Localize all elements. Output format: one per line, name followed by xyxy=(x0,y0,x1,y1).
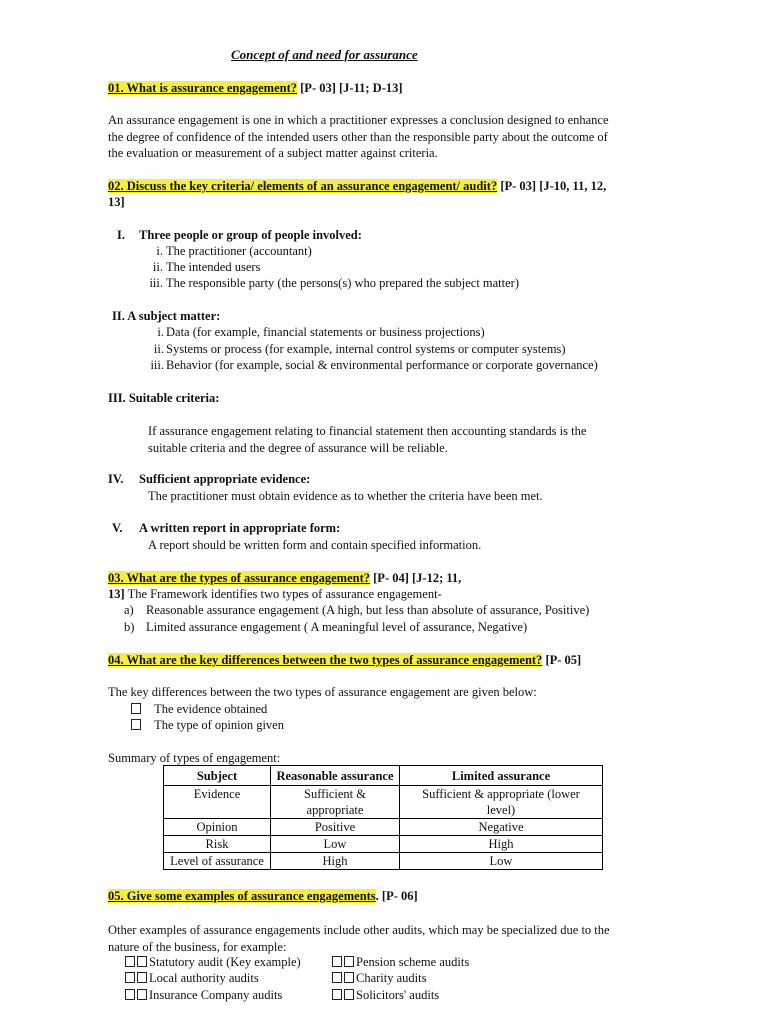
table-cell: Risk xyxy=(164,836,271,853)
table-cell: Positive xyxy=(271,819,400,836)
answer-line: the evaluation or measurement of a subject matter against criteria. xyxy=(108,146,438,160)
body-line: suitable criteria and the degree of assurance will be reliable. xyxy=(148,440,448,455)
list-item: The practitioner (accountant) xyxy=(166,244,312,258)
list-item: Systems or process (for example, internal control systems or computer systems) xyxy=(166,342,566,356)
table-cell: Low xyxy=(271,836,400,853)
question-03-line: The Framework identifies two types of assurance engagement- xyxy=(124,587,442,601)
section-4-heading: Sufficient appropriate evidence: xyxy=(139,472,311,486)
bullet-item xyxy=(131,718,284,733)
section-5-number: V. xyxy=(112,521,123,535)
section-1-heading: Three people or group of people involved: xyxy=(139,228,362,242)
section-3-body xyxy=(148,423,586,456)
checkbox-bullet-icon xyxy=(137,956,147,967)
question-01-answer xyxy=(108,112,609,162)
checkbox-bullet-icon xyxy=(344,972,354,983)
summary-label: Summary of types of engagement: xyxy=(108,751,281,765)
table-cell: Opinion xyxy=(164,819,271,836)
bullet-text: The evidence obtained xyxy=(154,702,268,716)
table-cell xyxy=(271,786,400,819)
checkbox-bullet-icon xyxy=(131,719,141,730)
table-cell: Low xyxy=(400,853,603,870)
cell-line: Sufficient & xyxy=(304,787,366,801)
example-item xyxy=(332,988,439,1003)
question-04-highlight: 04. What are the key differences between the two types of assurance engagement? xyxy=(108,653,543,667)
list-num: i. xyxy=(156,244,163,258)
question-02-highlight: 02. Discuss the key criteria/ elements of an assurance engagement/ audit? xyxy=(108,179,498,193)
example-item xyxy=(125,988,282,1003)
section-4-body: The practitioner must obtain evidence as to whether the criteria have been met. xyxy=(148,489,543,503)
table-row xyxy=(164,819,603,836)
answer-line: the degree of confidence of the intended users other than the responsible party about the outcome of xyxy=(108,129,608,144)
cell-line: appropriate xyxy=(306,803,364,817)
question-05-highlight: 05. Give some examples of assurance engagements xyxy=(108,889,376,903)
question-05-heading xyxy=(108,889,418,904)
list-item: Reasonable assurance engagement (A high, but less than absolute of assurance, Positive) xyxy=(146,603,590,617)
checkbox-bullet-icon xyxy=(332,972,342,983)
table-row xyxy=(164,786,603,819)
question-04-ref: [P- 05] xyxy=(542,653,582,667)
section-1-number: I. xyxy=(117,228,125,242)
checkbox-bullet-icon xyxy=(125,972,135,983)
example-text: Insurance Company audits xyxy=(149,988,283,1002)
intro-line: Other examples of assurance engagements include other audits, which may be specialized due to the xyxy=(108,923,610,937)
question-01-highlight: 01. What is assurance engagement? xyxy=(108,81,298,95)
table-row xyxy=(164,853,603,870)
page-title: Concept of and need for assurance xyxy=(231,47,418,62)
checkbox-bullet-icon xyxy=(125,989,135,1000)
cell-line: level) xyxy=(486,803,516,817)
section-5-body: A report should be written form and contain specified information. xyxy=(148,538,482,552)
table-row xyxy=(164,836,603,853)
list-item: The intended users xyxy=(166,260,261,274)
list-num: iii. xyxy=(150,358,164,372)
question-03-intro xyxy=(108,587,442,602)
body-line: If assurance engagement relating to financial statement then accounting standards is the xyxy=(148,424,587,438)
summary-table xyxy=(163,765,603,870)
bullet-item xyxy=(131,702,267,717)
table-cell xyxy=(400,786,603,819)
checkbox-bullet-icon xyxy=(137,972,147,983)
list-num: ii. xyxy=(153,342,164,356)
question-02-ref: [P- 03] [J-10, 11, 12, xyxy=(497,179,607,193)
checkbox-bullet-icon xyxy=(344,989,354,1000)
list-num: iii. xyxy=(149,276,163,290)
example-item xyxy=(332,955,469,970)
table-cell: Level of assurance xyxy=(164,853,271,870)
list-item: Limited assurance engagement ( A meaningful level of assurance, Negative) xyxy=(146,620,528,634)
question-05-ref: . [P- 06] xyxy=(375,889,418,903)
question-02-heading xyxy=(108,179,606,194)
table-cell: High xyxy=(400,836,603,853)
section-4-number: IV. xyxy=(108,472,124,486)
question-03-heading xyxy=(108,571,461,586)
question-04-heading xyxy=(108,653,581,668)
question-02-ref-cont: 13] xyxy=(108,195,125,209)
list-item: The responsible party (the persons(s) who prepared the subject matter) xyxy=(166,276,520,290)
list-item: Behavior (for example, social & environmental performance or corporate governance) xyxy=(166,358,598,372)
intro-line: nature of the business, for example: xyxy=(108,939,287,954)
table-cell: Evidence xyxy=(164,786,271,819)
checkbox-bullet-icon xyxy=(137,989,147,1000)
section-2-heading: II. A subject matter: xyxy=(112,309,221,323)
col-header: Reasonable assurance xyxy=(271,766,400,786)
question-03-highlight: 03. What are the types of assurance engagement? xyxy=(108,571,371,585)
example-text: Local authority audits xyxy=(149,971,259,985)
example-text: Charity audits xyxy=(356,971,427,985)
section-3-heading: III. Suitable criteria: xyxy=(108,391,220,405)
section-5-heading: A written report in appropriate form: xyxy=(139,521,341,535)
checkbox-bullet-icon xyxy=(332,989,342,1000)
example-item xyxy=(125,955,301,970)
list-num: ii. xyxy=(152,260,163,274)
question-04-intro: The key differences between the two types of assurance engagement are given below: xyxy=(108,685,537,699)
question-01-heading xyxy=(108,81,403,96)
table-cell: High xyxy=(271,853,400,870)
bullet-text: The type of opinion given xyxy=(154,718,284,732)
cell-line: Sufficient & appropriate (lower xyxy=(422,787,580,801)
table-cell: Negative xyxy=(400,819,603,836)
checkbox-bullet-icon xyxy=(131,703,141,714)
question-03-ref: [P- 04] [J-12; 11, xyxy=(370,571,462,585)
checkbox-bullet-icon xyxy=(125,956,135,967)
question-01-ref: [P- 03] [J-11; D-13] xyxy=(297,81,403,95)
example-text: Statutory audit (Key example) xyxy=(149,955,301,969)
checkbox-bullet-icon xyxy=(344,956,354,967)
table-header-row xyxy=(164,766,603,786)
list-num: i. xyxy=(157,325,164,339)
list-letter: a) xyxy=(124,603,134,617)
example-item xyxy=(332,971,426,986)
list-item: Data (for example, financial statements or business projections) xyxy=(166,325,485,339)
checkbox-bullet-icon xyxy=(332,956,342,967)
col-header: Limited assurance xyxy=(400,766,603,786)
example-text: Pension scheme audits xyxy=(356,955,470,969)
question-03-ref-cont: 13] xyxy=(108,587,125,601)
list-letter: b) xyxy=(124,620,135,634)
example-item xyxy=(125,971,259,986)
example-text: Solicitors' audits xyxy=(356,988,440,1002)
question-05-intro xyxy=(108,922,610,955)
col-header: Subject xyxy=(164,766,271,786)
answer-line: An assurance engagement is one in which a practitioner expresses a conclusion designed to enhance xyxy=(108,113,609,127)
